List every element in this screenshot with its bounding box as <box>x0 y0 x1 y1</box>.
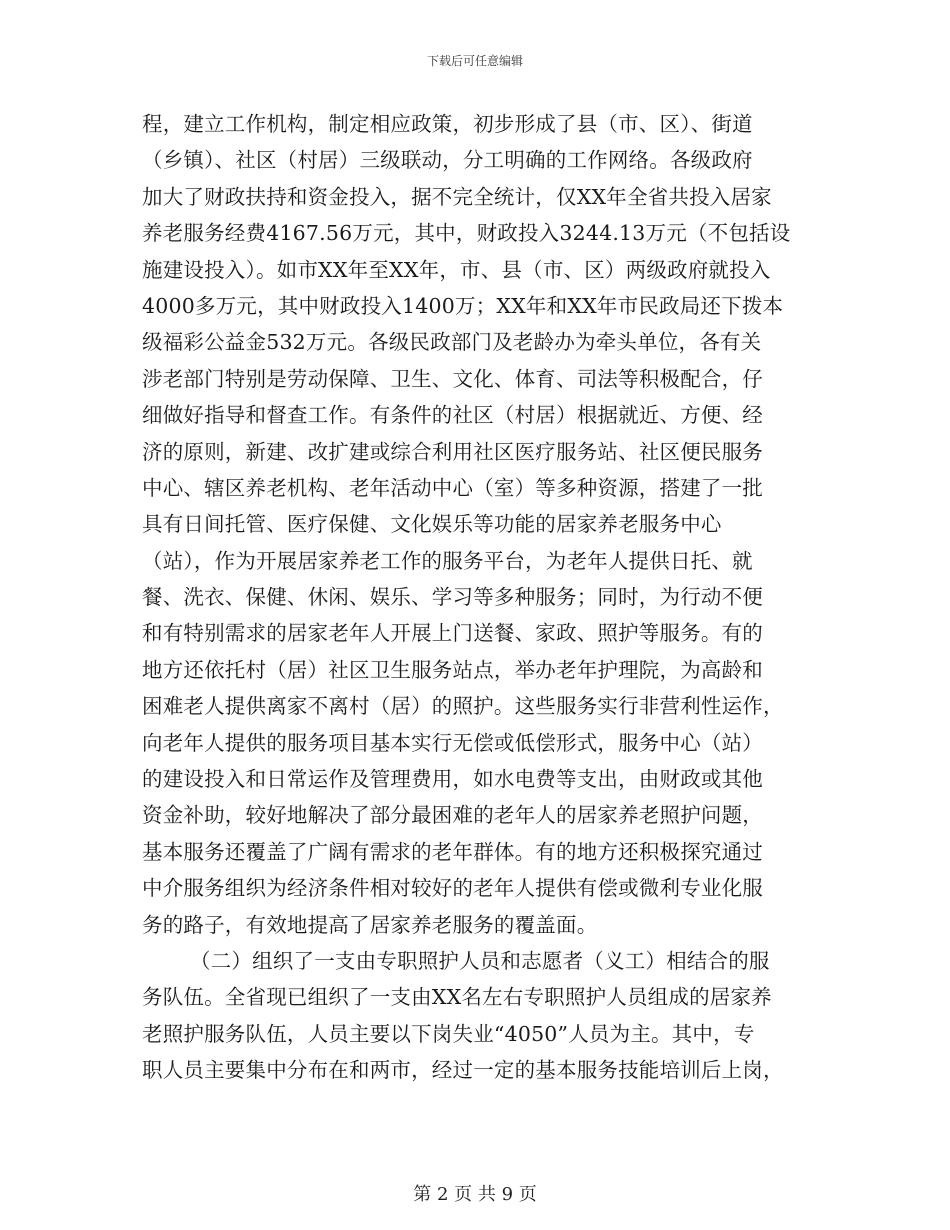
text-line: 程，建立工作机构，制定相应政策，初步形成了县（市、区）、街道 <box>142 112 753 136</box>
text-line: 细做好指导和督查工作。有条件的社区（村居）根据就近、方便、经 <box>142 403 763 428</box>
text-line: 的建设投入和日常运作及管理费用，如水电费等支出，由财政或其他 <box>142 767 763 792</box>
text-line: 餐、洗衣、保健、休闲、娱乐、学习等多种服务；同时，为行动不便 <box>142 585 763 610</box>
text-line: 老照护服务队伍，人员主要以下岗失业“4050”人员为主。其中，专 <box>142 1021 755 1046</box>
text-line: 4000多万元，其中财政投入1400万；XX年和XX年市民政局还下拨本 <box>142 293 784 318</box>
text-line: 中介服务组织为经济条件相对较好的老年人提供有偿或微利专业化服 <box>142 876 763 901</box>
text-line: （站），作为开展居家养老工作的服务平台，为老年人提供日托、就 <box>142 548 753 573</box>
body-text <box>142 106 810 1089</box>
page-number: 第 2 页 共 9 页 <box>413 1184 537 1205</box>
text-line: （乡镇）、社区（村居）三级联动，分工明确的工作网络。各级政府 <box>142 148 753 173</box>
section-heading-line: （二）组织了一支由专职照护人员和志愿者（义工）相结合的服 <box>190 948 770 973</box>
text-line: 地方还依托村（居）社区卫生服务站点，举办老年护理院，为高龄和 <box>142 657 763 682</box>
text-line: 资金补助，较好地解决了部分最困难的老年人的居家养老照护问题， <box>142 803 763 828</box>
header-note: 下载后可任意编辑 <box>426 54 523 68</box>
text-line: 向老年人提供的服务项目基本实行无偿或低偿形式，服务中心（站） <box>142 730 763 755</box>
text-line: 困难老人提供离家不离村（居）的照护。这些服务实行非营利性运作， <box>142 694 784 719</box>
text-line: 涉老部门特别是劳动保障、卫生、文化、体育、司法等积极配合，仔 <box>142 366 763 391</box>
text-line: 务队伍。全省现已组织了一支由XX名左右专职照护人员组成的居家养 <box>142 985 772 1010</box>
text-line: 务的路子，有效地提高了居家养老服务的覆盖面。 <box>142 912 598 937</box>
text-line: 级福彩公益金532万元。各级民政部门及老龄办为牵头单位，各有关 <box>142 330 762 355</box>
text-line: 养老服务经费4167.56万元，其中，财政投入3244.13万元（不包括设 <box>142 221 791 246</box>
text-line: 施建设投入）。如市XX年至XX年，市、县（市、区）两级政府就投入 <box>142 257 771 282</box>
text-line: 基本服务还覆盖了广阔有需求的老年群体。有的地方还积极探究通过 <box>142 839 763 864</box>
text-line: 中心、辖区养老机构、老年活动中心（室）等多种资源，搭建了一批 <box>142 475 763 500</box>
text-line: 具有日间托管、医疗保健、文化娱乐等功能的居家养老服务中心 <box>142 512 722 537</box>
text-line: 加大了财政扶持和资金投入，据不完全统计，仅XX年全省共投入居家 <box>142 184 772 209</box>
text-line: 职人员主要集中分布在和两市，经过一定的基本服务技能培训后上岗， <box>142 1058 784 1083</box>
text-line: 济的原则，新建、改扩建或综合利用社区医疗服务站、社区便民服务 <box>142 439 763 464</box>
text-line: 和有特别需求的居家老年人开展上门送餐、家政、照护等服务。有的 <box>142 621 763 646</box>
